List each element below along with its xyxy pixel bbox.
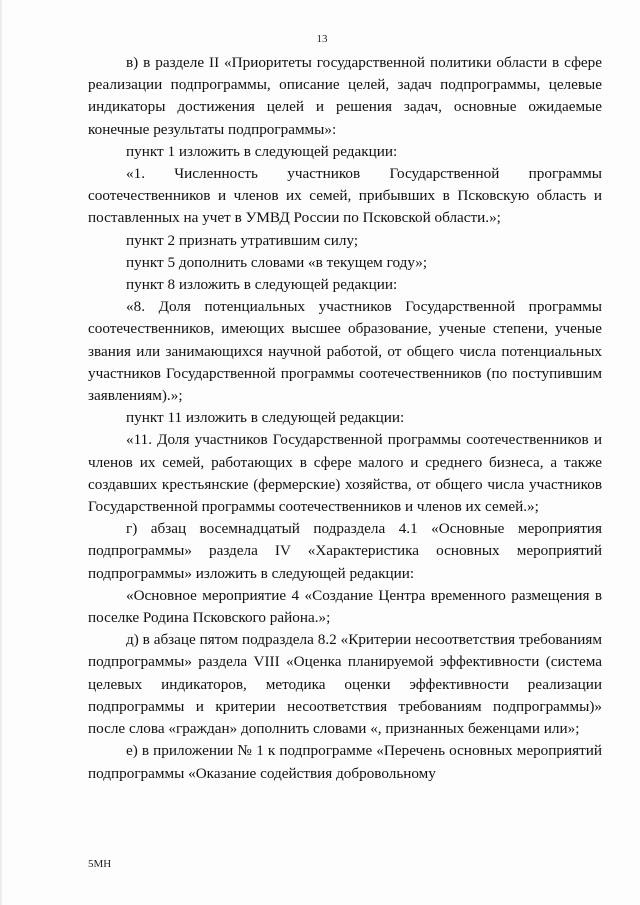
- paragraph: д) в абзаце пятом подраздела 8.2 «Критерии несоответствия требованиям подпрограммы» раздела VIII «Оценка планируемой эффективности (система целевых индикаторов, методика оценки эффективности реализации подпрограммы и критерии несоответствия требованиям подпрограммы)» после слова «граждан» дополнить словами «, признанных беженцами или»;: [88, 631, 602, 738]
- paragraph: «1. Численность участников Государственной программы соотечественников и членов их семей, прибывших в Псковскую область и поставленных на учет в УМВД России по Псковской области.»;: [88, 165, 602, 227]
- paragraph: пункт 1 изложить в следующей редакции:: [126, 142, 398, 160]
- paragraph: пункт 8 изложить в следующей редакции:: [126, 276, 398, 294]
- paragraph: пункт 5 дополнить словами «в текущем году»;: [126, 253, 428, 271]
- footer-code: 5МН: [88, 858, 112, 870]
- page-number: 13: [316, 33, 328, 45]
- paragraph: «Основное мероприятие 4 «Создание Центра временного размещения в поселке Родина Псковского района.»;: [88, 586, 602, 627]
- paragraph: пункт 2 признать утратившим силу;: [126, 231, 359, 249]
- paragraph: пункт 11 изложить в следующей редакции:: [126, 409, 405, 427]
- paragraph: г) абзац восемнадцатый подраздела 4.1 «Основные мероприятия подпрограммы» раздела IV «Характеристика основных мероприятий подпрограммы» изложить в следующей редакции:: [88, 520, 602, 582]
- paragraph: «11. Доля участников Государственной программы соотечественников и членов их семей, работающих в сфере малого и среднего бизнеса, а также создавших крестьянские (фермерские) хозяйства, от общего числа участников Государственной программы соотечественников и членов их семей.»;: [88, 431, 602, 516]
- paragraph: «8. Доля потенциальных участников Государственной программы соотечественников, имеющих высшее образование, ученые степени, ученые звания или занимающихся научной работой, от общего числа потенциальных участников Государственной программы соотечественников (по поступившим заявлениям).»;: [88, 298, 602, 405]
- paragraph: в) в разделе II «Приоритеты государственной политики области в сфере реализации подпрограммы, описание целей, задач подпрограммы, целевые индикаторы достижения целей и решения задач, основные ожидаемые конечные результаты подпрограммы»:: [88, 54, 602, 138]
- paragraph: е) в приложении № 1 к подпрограмме «Перечень основных мероприятий подпрограммы «Оказание содействия добровольному: [88, 742, 602, 782]
- document-body: [88, 52, 602, 785]
